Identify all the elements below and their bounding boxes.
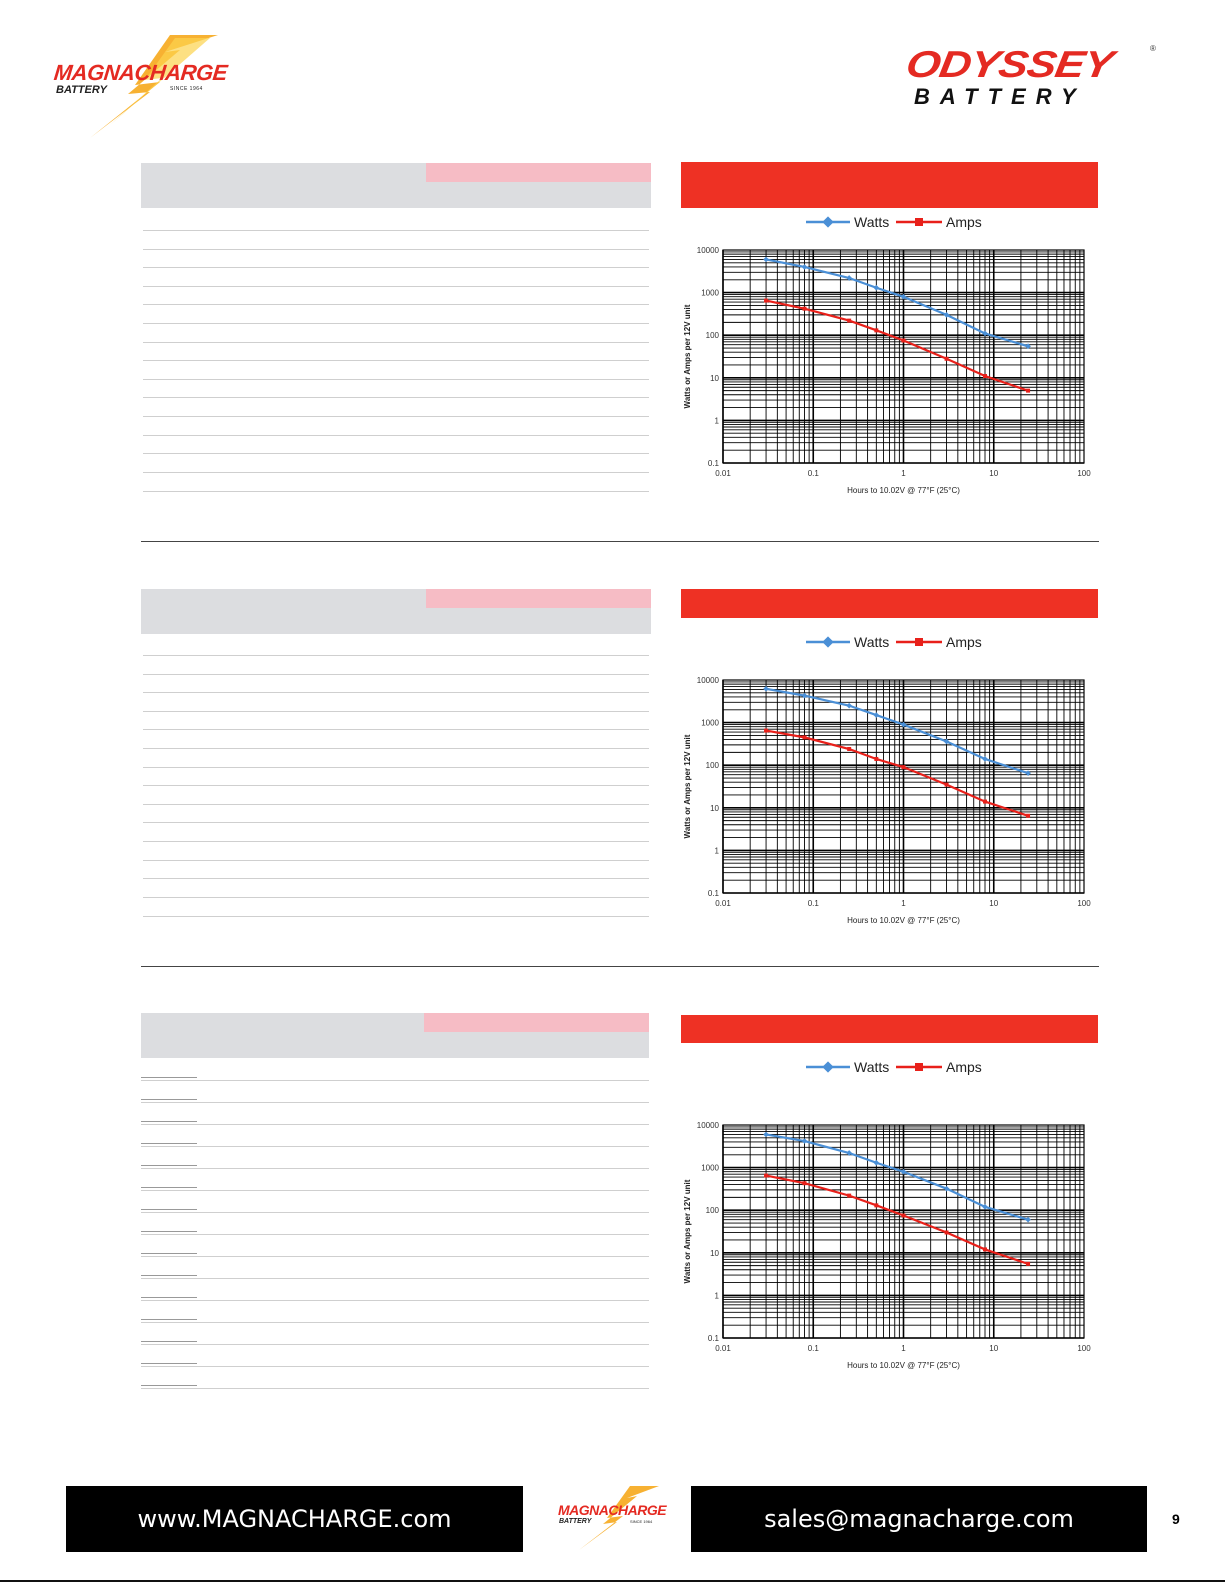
table-cell-mark [141, 1187, 197, 1188]
x-tick-label: 0.01 [715, 1344, 731, 1353]
series-amps-point [764, 729, 768, 733]
section-divider-2 [141, 966, 1099, 967]
x-tick-label: 1 [901, 469, 906, 478]
series-amps-point [847, 747, 851, 751]
y-tick-label: 0.1 [707, 459, 719, 468]
y-tick-label: 1 [714, 846, 719, 856]
series-amps-point [847, 1194, 851, 1198]
y-tick-label: 10 [710, 1248, 719, 1258]
table-cell-mark [141, 1077, 197, 1078]
table-row [143, 878, 649, 879]
table-row [143, 472, 649, 473]
odyssey-logo-name: ODYSSEY [903, 44, 1116, 86]
table-row [143, 822, 649, 823]
table-row [143, 841, 649, 842]
table-cell-mark [141, 1209, 197, 1210]
table-row [141, 1146, 649, 1147]
x-tick-label: 10 [989, 469, 999, 478]
footer-logo-name: MAGNACHARGE [558, 1502, 667, 1518]
x-axis-label: Hours to 10.02V @ 77°F (25°C) [847, 916, 960, 925]
y-tick-label: 10 [710, 803, 719, 813]
y-tick-label: 1000 [701, 718, 719, 728]
y-tick-label: 1000 [701, 1163, 719, 1173]
table-row [143, 323, 649, 324]
footer-email-text[interactable]: sales@magnacharge.com [764, 1505, 1074, 1533]
x-tick-label: 100 [1077, 469, 1091, 478]
table-row [141, 1256, 649, 1257]
series-amps-point [1026, 1262, 1030, 1266]
legend-watts-label: Watts [854, 634, 890, 650]
table-row [143, 729, 649, 730]
footer-logo-since: SINCE 1964 [630, 1519, 653, 1524]
y-axis-label: Watts or Amps per 12V unit [683, 304, 692, 409]
x-tick-label: 100 [1077, 1344, 1091, 1353]
table-cell-mark [141, 1231, 197, 1232]
series-amps-point [847, 319, 851, 323]
table-row [143, 230, 649, 231]
y-tick-label: 100 [705, 331, 719, 341]
series-amps-point [803, 1181, 807, 1185]
legend-amps-marker [915, 1063, 923, 1071]
y-tick-label: 1 [714, 416, 719, 426]
table-cell-mark [141, 1099, 197, 1100]
y-tick-label: 1 [714, 1291, 719, 1301]
table-row [143, 360, 649, 361]
y-tick-label: 10000 [696, 246, 719, 255]
table-cell-mark [141, 1121, 197, 1122]
legend-watts-label: Watts [854, 1059, 890, 1075]
y-axis-label: Watts or Amps per 12V unit [683, 734, 692, 839]
series-amps-point [902, 765, 906, 769]
x-axis-label: Hours to 10.02V @ 77°F (25°C) [847, 486, 960, 495]
table-row [141, 1322, 649, 1323]
series-amps-point [902, 339, 906, 343]
table-cell-mark [141, 1297, 197, 1298]
table-row [141, 1366, 649, 1367]
table-row [143, 897, 649, 898]
series-amps-point [945, 783, 949, 787]
table-row [143, 416, 649, 417]
chart-grid [723, 250, 1084, 463]
y-tick-label: 100 [705, 1206, 719, 1216]
table-row [143, 491, 649, 492]
table-cell-mark [141, 1341, 197, 1342]
series-watts-point [802, 693, 808, 699]
table-row [141, 1168, 649, 1169]
series-watts-point [846, 703, 852, 709]
footer-website[interactable] [66, 1486, 523, 1552]
table-row [143, 397, 649, 398]
footer-logo-sub: BATTERY [559, 1518, 592, 1525]
table-row [141, 1234, 649, 1235]
table-3-header-highlight [424, 1013, 649, 1032]
chart-grid [723, 680, 1084, 893]
table-row [143, 767, 649, 768]
y-tick-label: 0.1 [707, 889, 719, 898]
y-tick-label: 10 [710, 373, 719, 383]
series-watts-point [1025, 770, 1031, 776]
chart-1-header-bar [681, 162, 1098, 208]
table-cell-mark [141, 1253, 197, 1254]
table-2-header-highlight [426, 589, 651, 608]
table-row [143, 286, 649, 287]
series-watts-point [802, 1138, 808, 1144]
series-amps-point [874, 328, 878, 332]
series-amps-point [764, 1174, 768, 1178]
y-tick-label: 10000 [696, 1121, 719, 1130]
x-tick-label: 0.1 [807, 469, 819, 478]
table-row [141, 1124, 649, 1125]
series-amps-point [803, 307, 807, 311]
legend-amps-marker [915, 218, 923, 226]
legend-watts-marker [822, 1061, 833, 1072]
table-row [143, 785, 649, 786]
table-row [141, 1190, 649, 1191]
table-cell-mark [141, 1319, 197, 1320]
table-1-header-highlight [426, 163, 651, 182]
legend-amps-label: Amps [946, 1059, 982, 1075]
table-row [141, 1344, 649, 1345]
series-amps-point [874, 757, 878, 761]
y-tick-label: 10000 [696, 676, 719, 685]
series-amps-point [1026, 814, 1030, 818]
x-tick-label: 0.1 [807, 1344, 819, 1353]
footer-email[interactable] [691, 1486, 1147, 1552]
chart-legend [806, 634, 982, 650]
table-row [141, 1388, 649, 1389]
x-tick-label: 10 [989, 1344, 999, 1353]
series-amps-point [983, 1247, 987, 1251]
series-watts-point [1025, 1217, 1031, 1223]
table-row [143, 655, 649, 656]
table-row [141, 1080, 649, 1081]
series-watts-line [766, 689, 1028, 773]
table-row [143, 379, 649, 380]
chart-1 [680, 210, 1100, 505]
series-amps-line [766, 731, 1028, 816]
x-tick-label: 0.1 [807, 899, 819, 908]
table-row [143, 804, 649, 805]
y-tick-label: 100 [705, 761, 719, 771]
series-amps-point [1026, 389, 1030, 393]
table-row [143, 916, 649, 917]
table-cell-mark [141, 1165, 197, 1166]
page-bottom-rule [0, 1580, 1225, 1582]
series-watts-point [763, 1132, 769, 1138]
series-watts-point [874, 285, 880, 291]
x-tick-label: 0.01 [715, 899, 731, 908]
series-amps-point [803, 735, 807, 739]
table-row [143, 342, 649, 343]
series-watts-point [874, 712, 880, 718]
x-tick-label: 10 [989, 899, 999, 908]
series-amps-point [874, 1203, 878, 1207]
legend-watts-marker [822, 216, 833, 227]
table-row [143, 860, 649, 861]
chart-2 [680, 630, 1100, 935]
table-row [141, 1278, 649, 1279]
series-amps-point [902, 1214, 906, 1218]
table-row [143, 249, 649, 250]
series-watts-point [802, 264, 808, 270]
legend-watts-label: Watts [854, 214, 890, 230]
magnacharge-logo-name: MAGNACHARGE [52, 60, 229, 85]
table-cell-mark [141, 1275, 197, 1276]
table-cell-mark [141, 1385, 197, 1386]
odyssey-logo-sub: BATTERY [914, 84, 1086, 109]
magnacharge-logo-sub: BATTERY [56, 84, 107, 96]
x-tick-label: 0.01 [715, 469, 731, 478]
odyssey-logo-reg: ® [1150, 44, 1156, 53]
table-row [143, 692, 649, 693]
series-amps-point [983, 800, 987, 804]
page-number: 9 [1172, 1511, 1180, 1527]
table-row [141, 1212, 649, 1213]
series-watts-point [874, 1160, 880, 1166]
series-amps-point [983, 374, 987, 378]
series-amps-point [945, 1230, 949, 1234]
y-tick-label: 0.1 [707, 1334, 719, 1343]
chart-2-header-bar [681, 589, 1098, 618]
table-row [143, 267, 649, 268]
table-row [141, 1300, 649, 1301]
x-tick-label: 1 [901, 1344, 906, 1353]
legend-amps-label: Amps [946, 214, 982, 230]
chart-3 [680, 1055, 1100, 1380]
legend-amps-marker [915, 638, 923, 646]
x-tick-label: 100 [1077, 899, 1091, 908]
chart-3-header-bar [681, 1015, 1098, 1043]
table-row [143, 711, 649, 712]
chart-grid [723, 1125, 1084, 1338]
table-cell-mark [141, 1363, 197, 1364]
table-row [143, 435, 649, 436]
chart-legend [806, 1059, 982, 1075]
table-row [143, 674, 649, 675]
legend-amps-label: Amps [946, 634, 982, 650]
magnacharge-logo-since: SINCE 1964 [170, 86, 203, 92]
series-watts-point [763, 257, 769, 263]
section-divider-1 [141, 541, 1099, 542]
y-tick-label: 1000 [701, 288, 719, 298]
footer-website-text[interactable]: www.MAGNACHARGE.com [137, 1505, 452, 1533]
x-tick-label: 1 [901, 899, 906, 908]
table-row [143, 748, 649, 749]
series-amps-point [764, 299, 768, 303]
x-axis-label: Hours to 10.02V @ 77°F (25°C) [847, 1361, 960, 1370]
chart-legend [806, 214, 982, 230]
series-amps-point [945, 357, 949, 361]
legend-watts-marker [822, 636, 833, 647]
table-cell-mark [141, 1143, 197, 1144]
table-row [141, 1102, 649, 1103]
y-axis-label: Watts or Amps per 12V unit [683, 1179, 692, 1284]
table-row [143, 304, 649, 305]
table-row [143, 453, 649, 454]
